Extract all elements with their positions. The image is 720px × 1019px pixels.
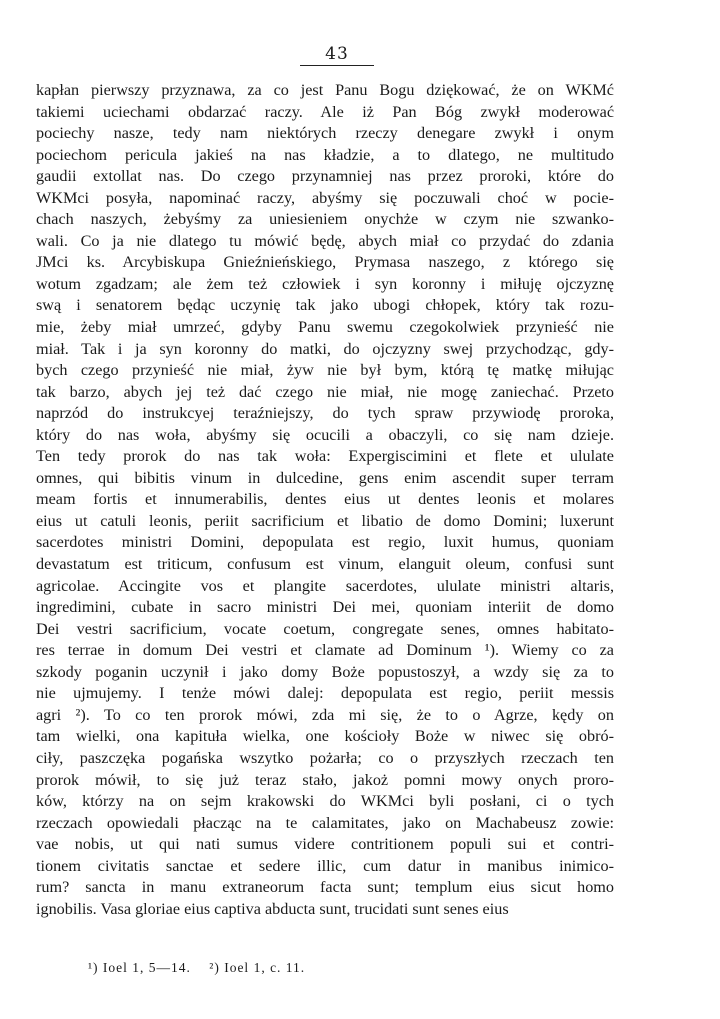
text-line: eius ut catuli leonis, periit sacrificium et libatio de domo Domini; luxerunt bbox=[36, 511, 614, 530]
text-line: szkody poganin uczynił i jako domy Boże popustoszył, a wzdy się za to bbox=[36, 662, 614, 681]
text-line: naprzód do instrukcyej teraźniejszy, do tych spraw przywiodę proroka, bbox=[36, 404, 614, 423]
text-line: agricolae. Accingite vos et plangite sacerdotes, ululate ministri altaris, bbox=[36, 576, 614, 595]
text-line: mie, żeby miał umrzeć, gdyby Panu swemu czegokolwiek przynieść nie bbox=[36, 318, 614, 337]
text-line: meam fortis et innumerabilis, dentes eius ut dentes leonis et molares bbox=[36, 490, 614, 509]
text-line: devastatum est triticum, confusum est vinum, elanguit oleum, confusi sunt bbox=[36, 555, 614, 574]
text-line: WKMci posyła, napominać raczy, abyśmy się poczuwali choć w pocie- bbox=[36, 188, 614, 207]
text-line: kapłan pierwszy przyznawa, za co jest Panu Bogu dziękować, że on WKMć bbox=[36, 81, 614, 99]
text-line: res terrae in domum Dei vestri et clamate ad Dominum ¹). Wiemy co za bbox=[36, 641, 614, 660]
text-line: bych czego przynieść nie miał, żyw nie był bym, którą tę matkę miłując bbox=[36, 361, 614, 380]
text-line: sacerdotes ministri Domini, depopulata est regio, luxit humus, quoniam bbox=[36, 533, 614, 552]
text-line: pociechy nasze, tedy nam niektórych rzeczy denegare zwykł i onym bbox=[36, 124, 614, 143]
body-text bbox=[36, 80, 614, 920]
text-line: ciły, paszczęka pogańska wszytko pożarła; co o przyszłych rzeczach ten bbox=[36, 748, 614, 767]
text-line: chach naszych, żebyśmy za uniesieniem onychże w czym nie szwanko- bbox=[36, 210, 614, 229]
footnote-2: ²) Ioel 1, c. 11. bbox=[209, 960, 306, 975]
text-line: tam wielki, ona kapituła wielka, one kościoły Boże w niwec się obró- bbox=[36, 727, 614, 746]
text-line: omnes, qui bibitis vinum in dulcedine, gens enim ascendit super terram bbox=[36, 468, 614, 487]
text-line: JMci ks. Arcybiskupa Gnieźnieńskiego, Prymasa naszego, z którego się bbox=[36, 253, 614, 272]
text-line: tionem civitatis sanctae et sedere illic, cum datur in manibus inimico- bbox=[36, 856, 614, 875]
text-line: który do nas woła, abyśmy się ocucili a obaczyli, co się nam dzieje. bbox=[36, 425, 614, 444]
text-line: takiemi uciechami obdarzać raczy. Ale iż Pan Bóg zwykł moderować bbox=[36, 102, 614, 121]
text-line: rzeczach opowiedali płacząc na te calamitates, jako on Machabeusz zowie: bbox=[36, 813, 614, 832]
text-line: prorok mówił, to się już teraz stało, jakoż pomni mowy onych proro- bbox=[36, 770, 614, 789]
text-line: wotum zgadzam; ale żem też człowiek i syn koronny i miłuję ojczyznę bbox=[36, 274, 614, 293]
text-line: ingredimini, cubate in sacro ministri Dei mei, quoniam interiit de domo bbox=[36, 598, 614, 617]
text-line: nie ujmujemy. I tenże mówi dalej: depopulata est regio, periit messis bbox=[36, 684, 614, 703]
text-line: ignobilis. Vasa gloriae eius captiva abducta sunt, trucidati sunt senes eius bbox=[36, 899, 509, 918]
text-line: Ten tedy prorok do nas tak woła: Expergiscimini et flete et ululate bbox=[36, 447, 614, 466]
text-line: pociechom pericula jakieś na nas kładzie, a to dlatego, ne multitudo bbox=[36, 145, 614, 164]
text-line: agri ²). To co ten prorok mówi, zda mi się, że to o Agrze, kędy on bbox=[36, 705, 614, 724]
text-line: rum? sancta in manu extraneorum facta sunt; templum eius sicut homo bbox=[36, 878, 614, 897]
footnotes bbox=[88, 960, 319, 976]
footnote-1: ¹) Ioel 1, 5—14. bbox=[88, 960, 191, 975]
text-line: ków, którzy na on sejm krakowski do WKMci byli posłani, ci o tych bbox=[36, 792, 614, 811]
text-line: wali. Co ja nie dlatego tu mówić będę, abych miał co przydać do zdania bbox=[36, 231, 614, 250]
text-line: vae nobis, ut qui nati sumus videre contritionem populi sui et contri- bbox=[36, 835, 614, 854]
text-line: Dei vestri sacrificium, vocate coetum, congregate senes, omnes habitato- bbox=[36, 619, 614, 638]
text-line: tak barzo, abych jej też dać czego nie miał, nie mogę zaniechać. Przeto bbox=[36, 382, 614, 401]
text-line: swą i senatorem będąc uczynię tak jako ubogi chłopek, który tak rozu- bbox=[36, 296, 614, 315]
text-line: miał. Tak i ja syn koronny do matki, do ojczyzny swej przychodząc, gdy- bbox=[36, 339, 614, 358]
page-number: 43 bbox=[300, 44, 374, 66]
text-line: gaudii extollat nas. Do czego przynamniej nas przez proroki, które do bbox=[36, 167, 614, 186]
